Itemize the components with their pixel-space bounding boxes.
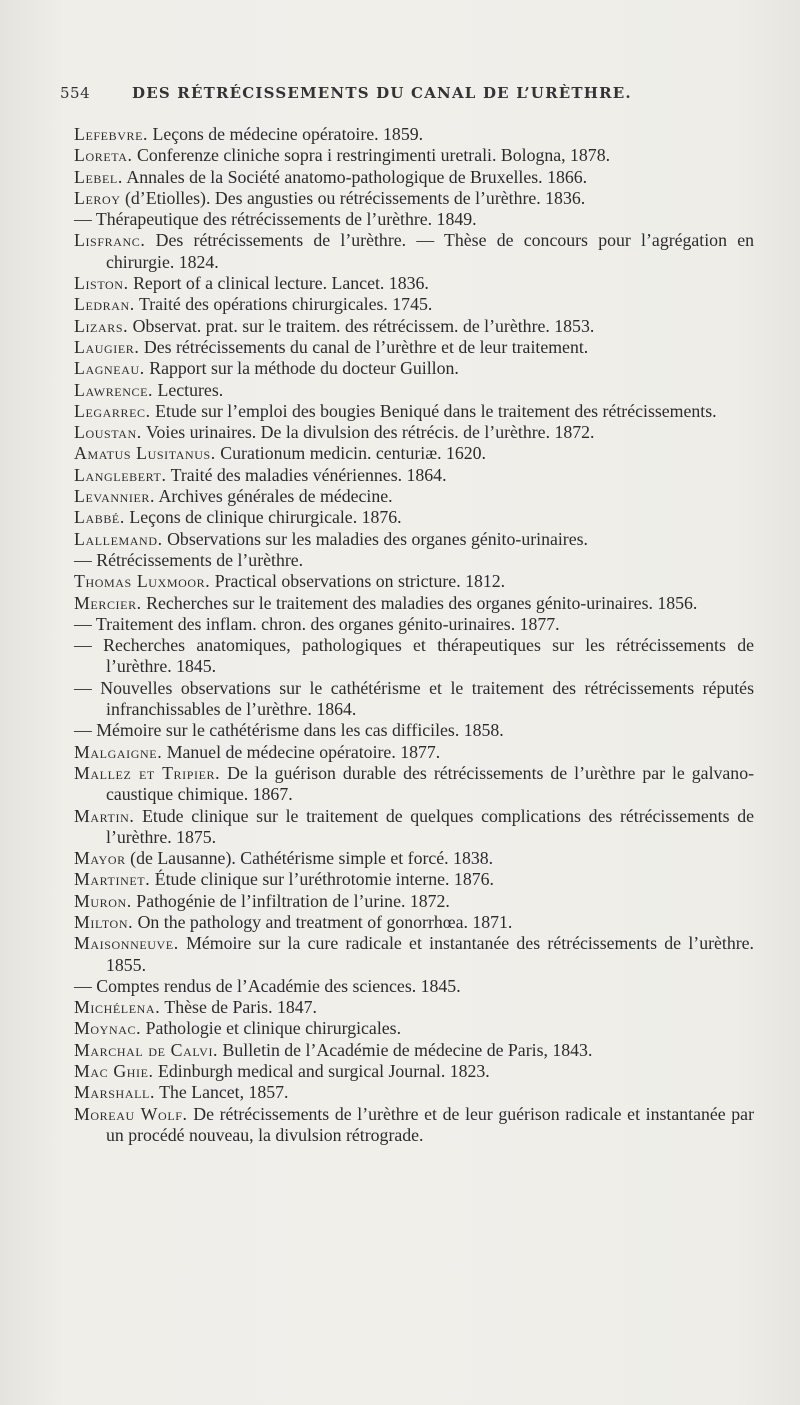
bibliography-list bbox=[74, 124, 754, 1146]
bibliography-entry bbox=[74, 443, 754, 464]
entry-author: Martin. bbox=[74, 805, 135, 826]
entry-author: Maisonneuve. bbox=[74, 933, 179, 954]
bibliography-entry bbox=[74, 1104, 754, 1147]
entry-author: Ledran. bbox=[74, 294, 135, 315]
entry-text: Étude clinique sur l’uréthrotomie interne. 1876. bbox=[150, 869, 494, 890]
entry-author: Laugier. bbox=[74, 336, 140, 357]
entry-text: — Recherches anatomiques, pathologiques et thérapeutiques sur les rétrécissements de l’urèthre. 1845. bbox=[74, 635, 754, 677]
entry-text: Bulletin de l’Académie de médecine de Paris, 1843. bbox=[218, 1039, 593, 1060]
entry-text: — Nouvelles observations sur le cathétérisme et le traitement des rétrécissements réputés infranchissables de l’urèthre. 1864. bbox=[74, 677, 754, 720]
bibliography-entry bbox=[74, 316, 754, 337]
entry-text: Leçons de clinique chirurgicale. 1876. bbox=[124, 507, 402, 528]
entry-text: Lectures. bbox=[153, 379, 224, 400]
bibliography-entry bbox=[74, 167, 754, 188]
entry-text: — Comptes rendus de l’Académie des sciences. 1845. bbox=[74, 975, 461, 996]
entry-author: Michélena. bbox=[74, 997, 161, 1018]
running-title: DES RÉTRÉCISSEMENTS DU CANAL DE L’URÈTHRE. bbox=[132, 84, 632, 102]
bibliography-entry bbox=[74, 1082, 754, 1103]
entry-text: Traité des maladies vénériennes. 1864. bbox=[166, 464, 447, 485]
entry-author: Legarrec. bbox=[74, 400, 151, 421]
entry-text: Voies urinaires. De la divulsion des rétrécis. de l’urèthre. 1872. bbox=[141, 422, 595, 443]
entry-author: Levannier. bbox=[74, 486, 156, 507]
bibliography-entry bbox=[74, 678, 754, 721]
entry-text: The Lancet, 1857. bbox=[155, 1082, 289, 1103]
entry-text: De rétrécissements de l’urèthre et de leur guérison radicale et instantanée par un procédé nouveau, la divulsion rétrograde. bbox=[106, 1103, 754, 1145]
entry-text: On the pathology and treatment of gonorrhœa. 1871. bbox=[133, 911, 513, 932]
bibliography-entry bbox=[74, 230, 754, 273]
entry-text: Curationum medicin. centuriæ. 1620. bbox=[215, 443, 486, 464]
entry-text: Observat. prat. sur le traitem. des rétrécissem. de l’urèthre. 1853. bbox=[128, 315, 595, 336]
entry-text: Conferenze cliniche sopra i restringimenti uretrali. Bologna, 1878. bbox=[132, 145, 611, 166]
entry-author: Mayor bbox=[74, 848, 126, 869]
entry-author: Lagneau. bbox=[74, 358, 145, 379]
entry-text: Etude sur l’emploi des bougies Beniqué dans le traitement des rétrécissements. bbox=[150, 400, 717, 421]
bibliography-entry bbox=[74, 337, 754, 358]
entry-author: Lawrence. bbox=[74, 379, 154, 400]
entry-author: Mercier. bbox=[74, 592, 142, 613]
bibliography-entry bbox=[74, 912, 754, 933]
bibliography-entry bbox=[74, 806, 754, 849]
bibliography-entry bbox=[74, 1061, 754, 1082]
bibliography-entry bbox=[74, 294, 754, 315]
bibliography-entry bbox=[74, 614, 754, 635]
entry-author: Amatus Lusitanus. bbox=[74, 443, 216, 464]
entry-text: Observations sur les maladies des organes génito-urinaires. bbox=[162, 528, 588, 549]
entry-author: Moreau Wolf. bbox=[74, 1103, 188, 1124]
bibliography-entry bbox=[74, 891, 754, 912]
bibliography-entry bbox=[74, 380, 754, 401]
bibliography-entry bbox=[74, 976, 754, 997]
entry-text: Rapport sur la méthode du docteur Guillon. bbox=[144, 358, 459, 379]
entry-author: Langlebert. bbox=[74, 464, 167, 485]
entry-author: Leroy bbox=[74, 187, 121, 208]
entry-author: Loustan. bbox=[74, 422, 142, 443]
entry-author: Martinet. bbox=[74, 869, 151, 890]
entry-author: Lisfranc. bbox=[74, 230, 146, 251]
bibliography-entry bbox=[74, 145, 754, 166]
entry-author: Milton. bbox=[74, 911, 134, 932]
bibliography-entry bbox=[74, 401, 754, 422]
entry-text: Pathologie et clinique chirurgicales. bbox=[141, 1018, 402, 1039]
bibliography-entry bbox=[74, 593, 754, 614]
entry-author: Labbé. bbox=[74, 507, 125, 528]
bibliography-entry bbox=[74, 742, 754, 763]
page-number: 554 bbox=[60, 84, 91, 102]
entry-text: Pathogénie de l’infiltration de l’urine. 1872. bbox=[131, 890, 450, 911]
entry-text: — Mémoire sur le cathétérisme dans les cas difficiles. 1858. bbox=[74, 720, 504, 741]
entry-text: Thèse de Paris. 1847. bbox=[160, 997, 317, 1018]
bibliography-entry bbox=[74, 869, 754, 890]
bibliography-entry bbox=[74, 422, 754, 443]
bibliography-entry bbox=[74, 933, 754, 976]
entry-text: Archives générales de médecine. bbox=[155, 486, 393, 507]
bibliography-entry bbox=[74, 358, 754, 379]
entry-text: — Rétrécissements de l’urèthre. bbox=[74, 549, 304, 570]
bibliography-entry bbox=[74, 273, 754, 294]
page-header bbox=[60, 84, 740, 106]
entry-author: Thomas Luxmoor. bbox=[74, 571, 211, 592]
bibliography-entry bbox=[74, 550, 754, 571]
entry-author: Mac Ghie. bbox=[74, 1061, 154, 1082]
entry-text: Recherches sur le traitement des maladies des organes génito-urinaires. 1856. bbox=[141, 592, 698, 613]
bibliography-entry bbox=[74, 571, 754, 592]
entry-text: Etude clinique sur le traitement de quelques complications des rétrécissements de l’urèthre. 1875. bbox=[106, 805, 754, 847]
entry-author: Marshall. bbox=[74, 1082, 155, 1103]
bibliography-entry bbox=[74, 188, 754, 209]
entry-text: — Traitement des inflam. chron. des organes génito-urinaires. 1877. bbox=[74, 613, 560, 634]
entry-text: Des rétrécissements du canal de l’urèthre et de leur traitement. bbox=[139, 336, 589, 357]
entry-author: Lebel. bbox=[74, 166, 123, 187]
bibliography-entry bbox=[74, 720, 754, 741]
entry-text: Mémoire sur la cure radicale et instantanée des rétrécissements de l’urèthre. 1855. bbox=[106, 933, 754, 975]
bibliography-entry bbox=[74, 124, 754, 145]
entry-text: Des rétrécissements de l’urèthre. — Thèse de concours pour l’agrégation en chirurgie. 1824. bbox=[106, 230, 754, 272]
entry-text: (d’Etiolles). Des angusties ou rétrécissements de l’urèthre. 1836. bbox=[120, 187, 586, 208]
bibliography-entry bbox=[74, 465, 754, 486]
entry-author: Moynac. bbox=[74, 1018, 142, 1039]
bibliography-entry bbox=[74, 1018, 754, 1039]
entry-author: Lefebvre. bbox=[74, 124, 149, 144]
bibliography-entry bbox=[74, 997, 754, 1018]
bibliography-entry bbox=[74, 848, 754, 869]
entry-author: Lizars. bbox=[74, 315, 129, 336]
bibliography-entry bbox=[74, 209, 754, 230]
entry-text: — Thérapeutique des rétrécissements de l’urèthre. 1849. bbox=[74, 209, 477, 230]
entry-author: Malgaigne. bbox=[74, 741, 163, 762]
entry-text: Traité des opérations chirurgicales. 1745. bbox=[134, 294, 433, 315]
entry-text: Leçons de médecine opératoire. 1859. bbox=[148, 124, 424, 144]
entry-author: Marchal de Calvi. bbox=[74, 1039, 219, 1060]
entry-text: Annales de la Société anatomo-pathologique de Bruxelles. 1866. bbox=[122, 166, 588, 187]
bibliography-entry bbox=[74, 1040, 754, 1061]
entry-text: Manuel de médecine opératoire. 1877. bbox=[162, 741, 441, 762]
entry-author: Liston. bbox=[74, 273, 129, 294]
bibliography-entry bbox=[74, 486, 754, 507]
entry-author: Loreta. bbox=[74, 145, 133, 166]
bibliography-entry bbox=[74, 635, 754, 678]
entry-text: (de Lausanne). Cathétérisme simple et forcé. 1838. bbox=[125, 848, 494, 869]
entry-author: Muron. bbox=[74, 890, 132, 911]
entry-author: Mallez et Tripier. bbox=[74, 762, 221, 783]
bibliography-entry bbox=[74, 763, 754, 806]
entry-author: Lallemand. bbox=[74, 528, 163, 549]
entry-text: Report of a clinical lecture. Lancet. 1836. bbox=[128, 273, 429, 294]
entry-text: Practical observations on stricture. 1812. bbox=[210, 571, 506, 592]
entry-text: Edinburgh medical and surgical Journal. 1823. bbox=[153, 1061, 490, 1082]
entry-text: De la guérison durable des rétrécissements de l’urèthre par le galvano-caustique chimique. 1867. bbox=[106, 762, 755, 805]
bibliography-entry bbox=[74, 507, 754, 528]
bibliography-entry bbox=[74, 529, 754, 550]
